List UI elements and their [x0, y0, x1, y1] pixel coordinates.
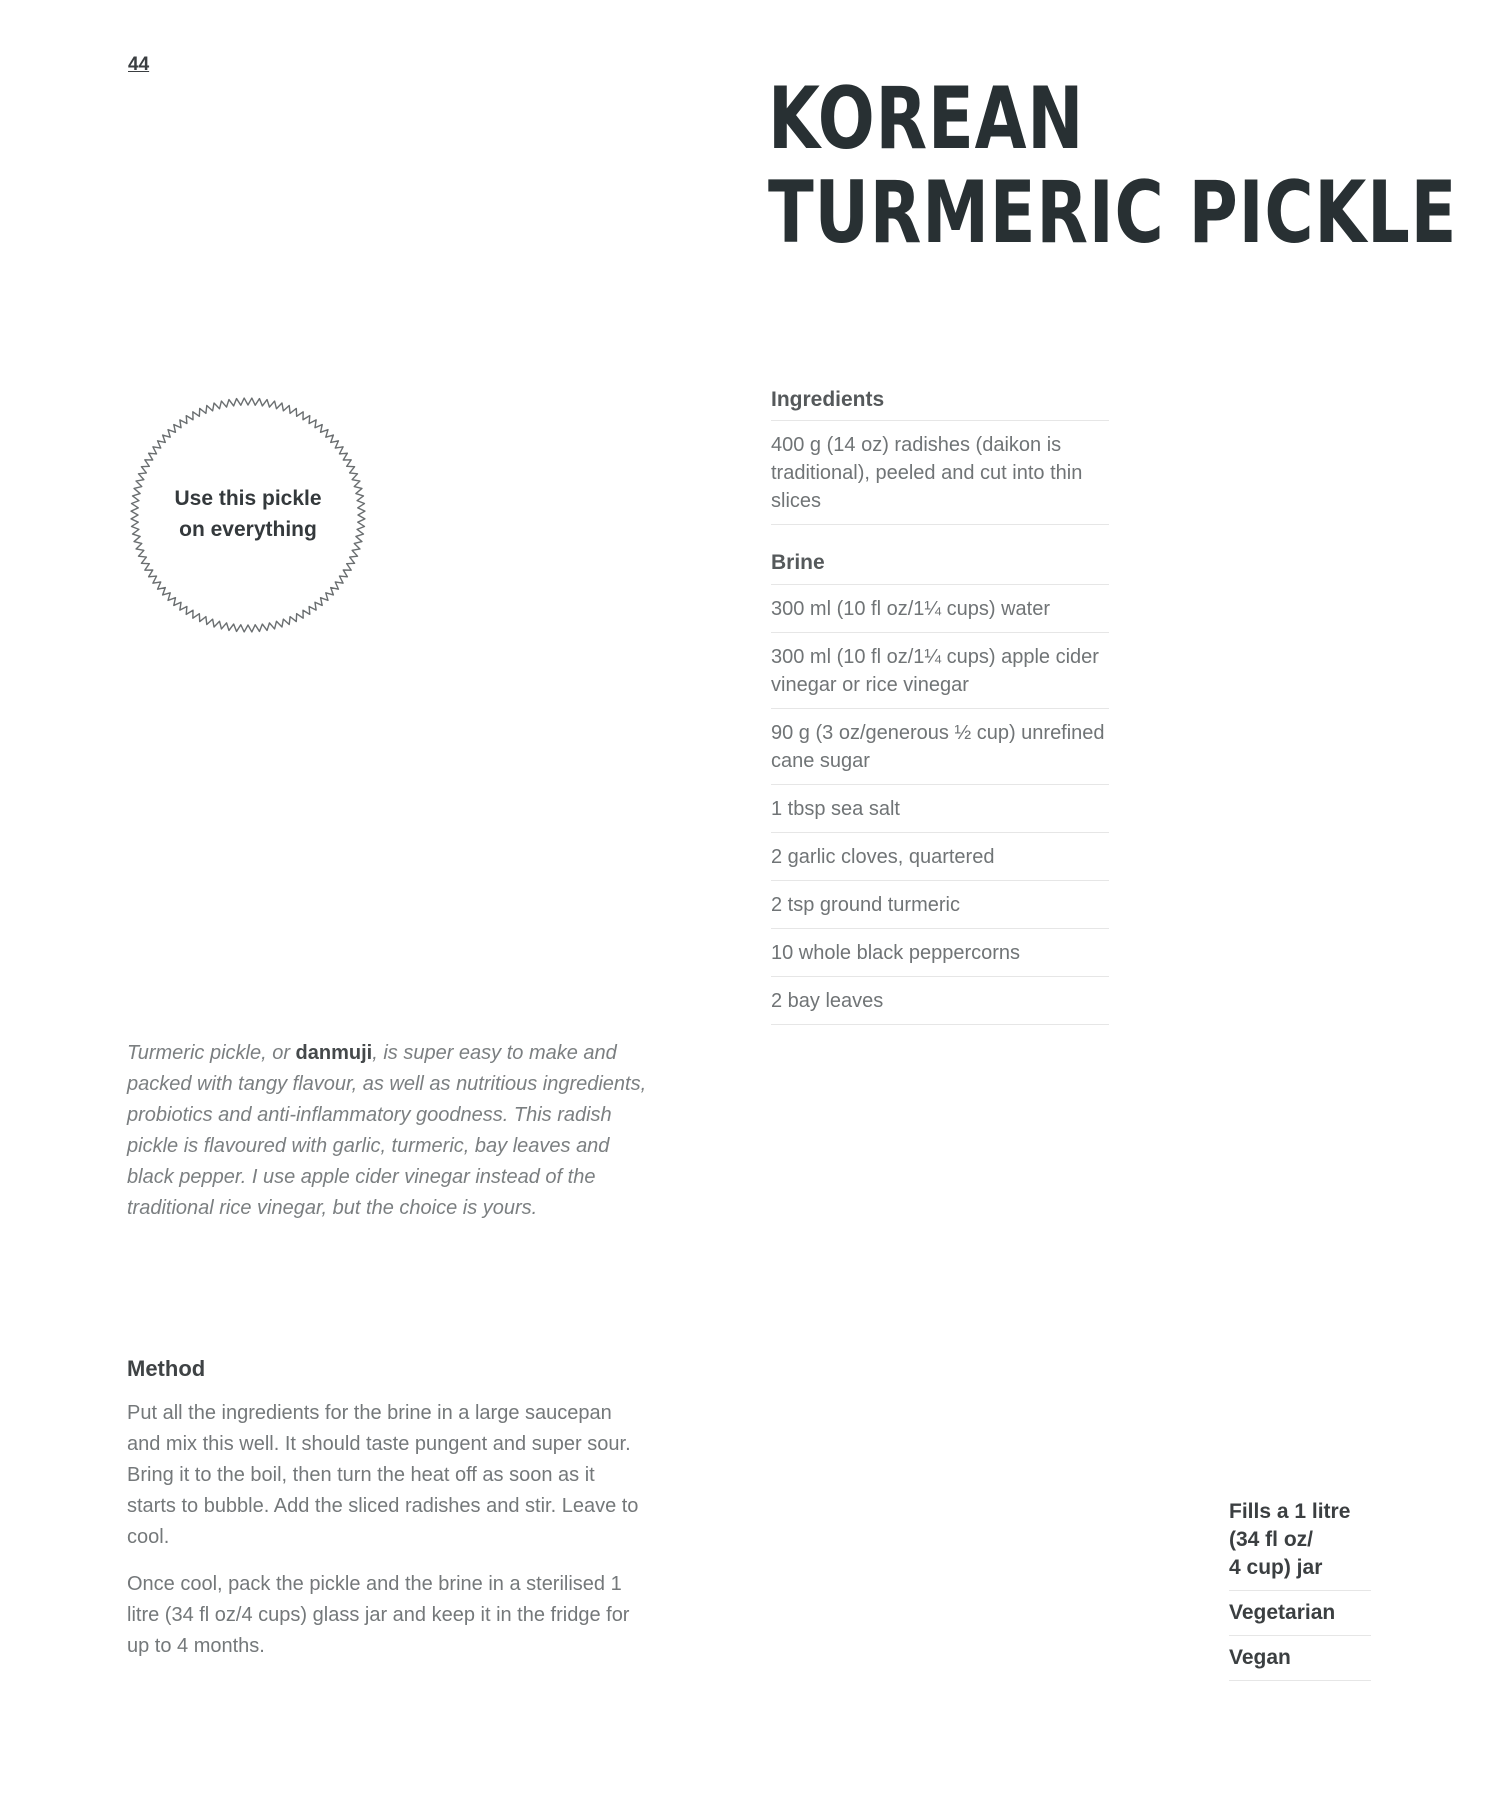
recipe-title-line-1: KOREAN — [768, 69, 1085, 169]
brine-item: 2 garlic cloves, quartered — [771, 833, 1109, 881]
intro-paragraph — [127, 1038, 647, 1224]
callout-badge-text — [128, 483, 368, 545]
yield-line: Fills a 1 litre — [1229, 1500, 1351, 1523]
brine-item: 300 ml (10 fl oz/1¼ cups) water — [771, 585, 1109, 633]
recipe-title-line-2: TURMERIC PICKLE — [768, 163, 1458, 263]
method-step: Once cool, pack the pickle and the brine in a sterilised 1 litre (34 fl oz/4 cups) glass jar and keep it in the fridge for up to 4 months. — [127, 1573, 630, 1657]
yield-info — [1229, 1495, 1371, 1591]
brine-item: 1 tbsp sea salt — [771, 785, 1109, 833]
diet-tag-vegan: Vegan — [1229, 1636, 1371, 1681]
yield-line: (34 fl oz/ — [1229, 1528, 1314, 1551]
intro-highlight: danmuji — [295, 1042, 373, 1064]
brine-item: 2 bay leaves — [771, 977, 1109, 1025]
ingredients-heading: Ingredients — [771, 388, 1109, 421]
page-number: 44 — [128, 54, 150, 75]
brine-list — [771, 585, 1109, 1025]
callout-badge-line-2: on everything — [179, 518, 317, 541]
callout-badge — [128, 395, 368, 635]
brine-item: 10 whole black peppercorns — [771, 929, 1109, 977]
brine-item: 90 g (3 oz/generous ½ cup) unrefined cane sugar — [771, 709, 1109, 785]
method-step: Put all the ingredients for the brine in a large saucepan and mix this well. It should taste pungent and super sour. Bring it to the boil, then turn the heat off as soon as it starts to bubble. Add the sliced radishes and stir. Leave to cool. — [127, 1402, 639, 1548]
recipe-title — [768, 69, 1458, 263]
method-section — [127, 1356, 647, 1678]
ingredient-item: 400 g (14 oz) radishes (daikon is traditional), peeled and cut into thin slices — [771, 421, 1109, 525]
brine-heading: Brine — [771, 551, 1109, 585]
method-heading: Method — [127, 1356, 206, 1381]
recipe-info — [1229, 1495, 1371, 1681]
diet-tag-vegetarian: Vegetarian — [1229, 1591, 1371, 1636]
brine-item: 300 ml (10 fl oz/1¼ cups) apple cider vinegar or rice vinegar — [771, 633, 1109, 709]
ingredients-section — [771, 388, 1109, 1025]
ingredients-list — [771, 421, 1109, 525]
brine-item: 2 tsp ground turmeric — [771, 881, 1109, 929]
callout-badge-line-1: Use this pickle — [174, 487, 322, 510]
intro-text-end: , is super easy to make and packed with tangy flavour, as well as nutritious ingredients, probiotics and anti-inflammatory goodness. This radish pickle is flavoured with garlic, turmeric, bay leaves and black pepper. I use apple cider vinegar instead of the traditional rice vinegar, but the choice is yours. — [127, 1042, 647, 1219]
intro-text-start: Turmeric pickle, or — [127, 1042, 296, 1064]
yield-line: 4 cup) jar — [1229, 1556, 1323, 1579]
